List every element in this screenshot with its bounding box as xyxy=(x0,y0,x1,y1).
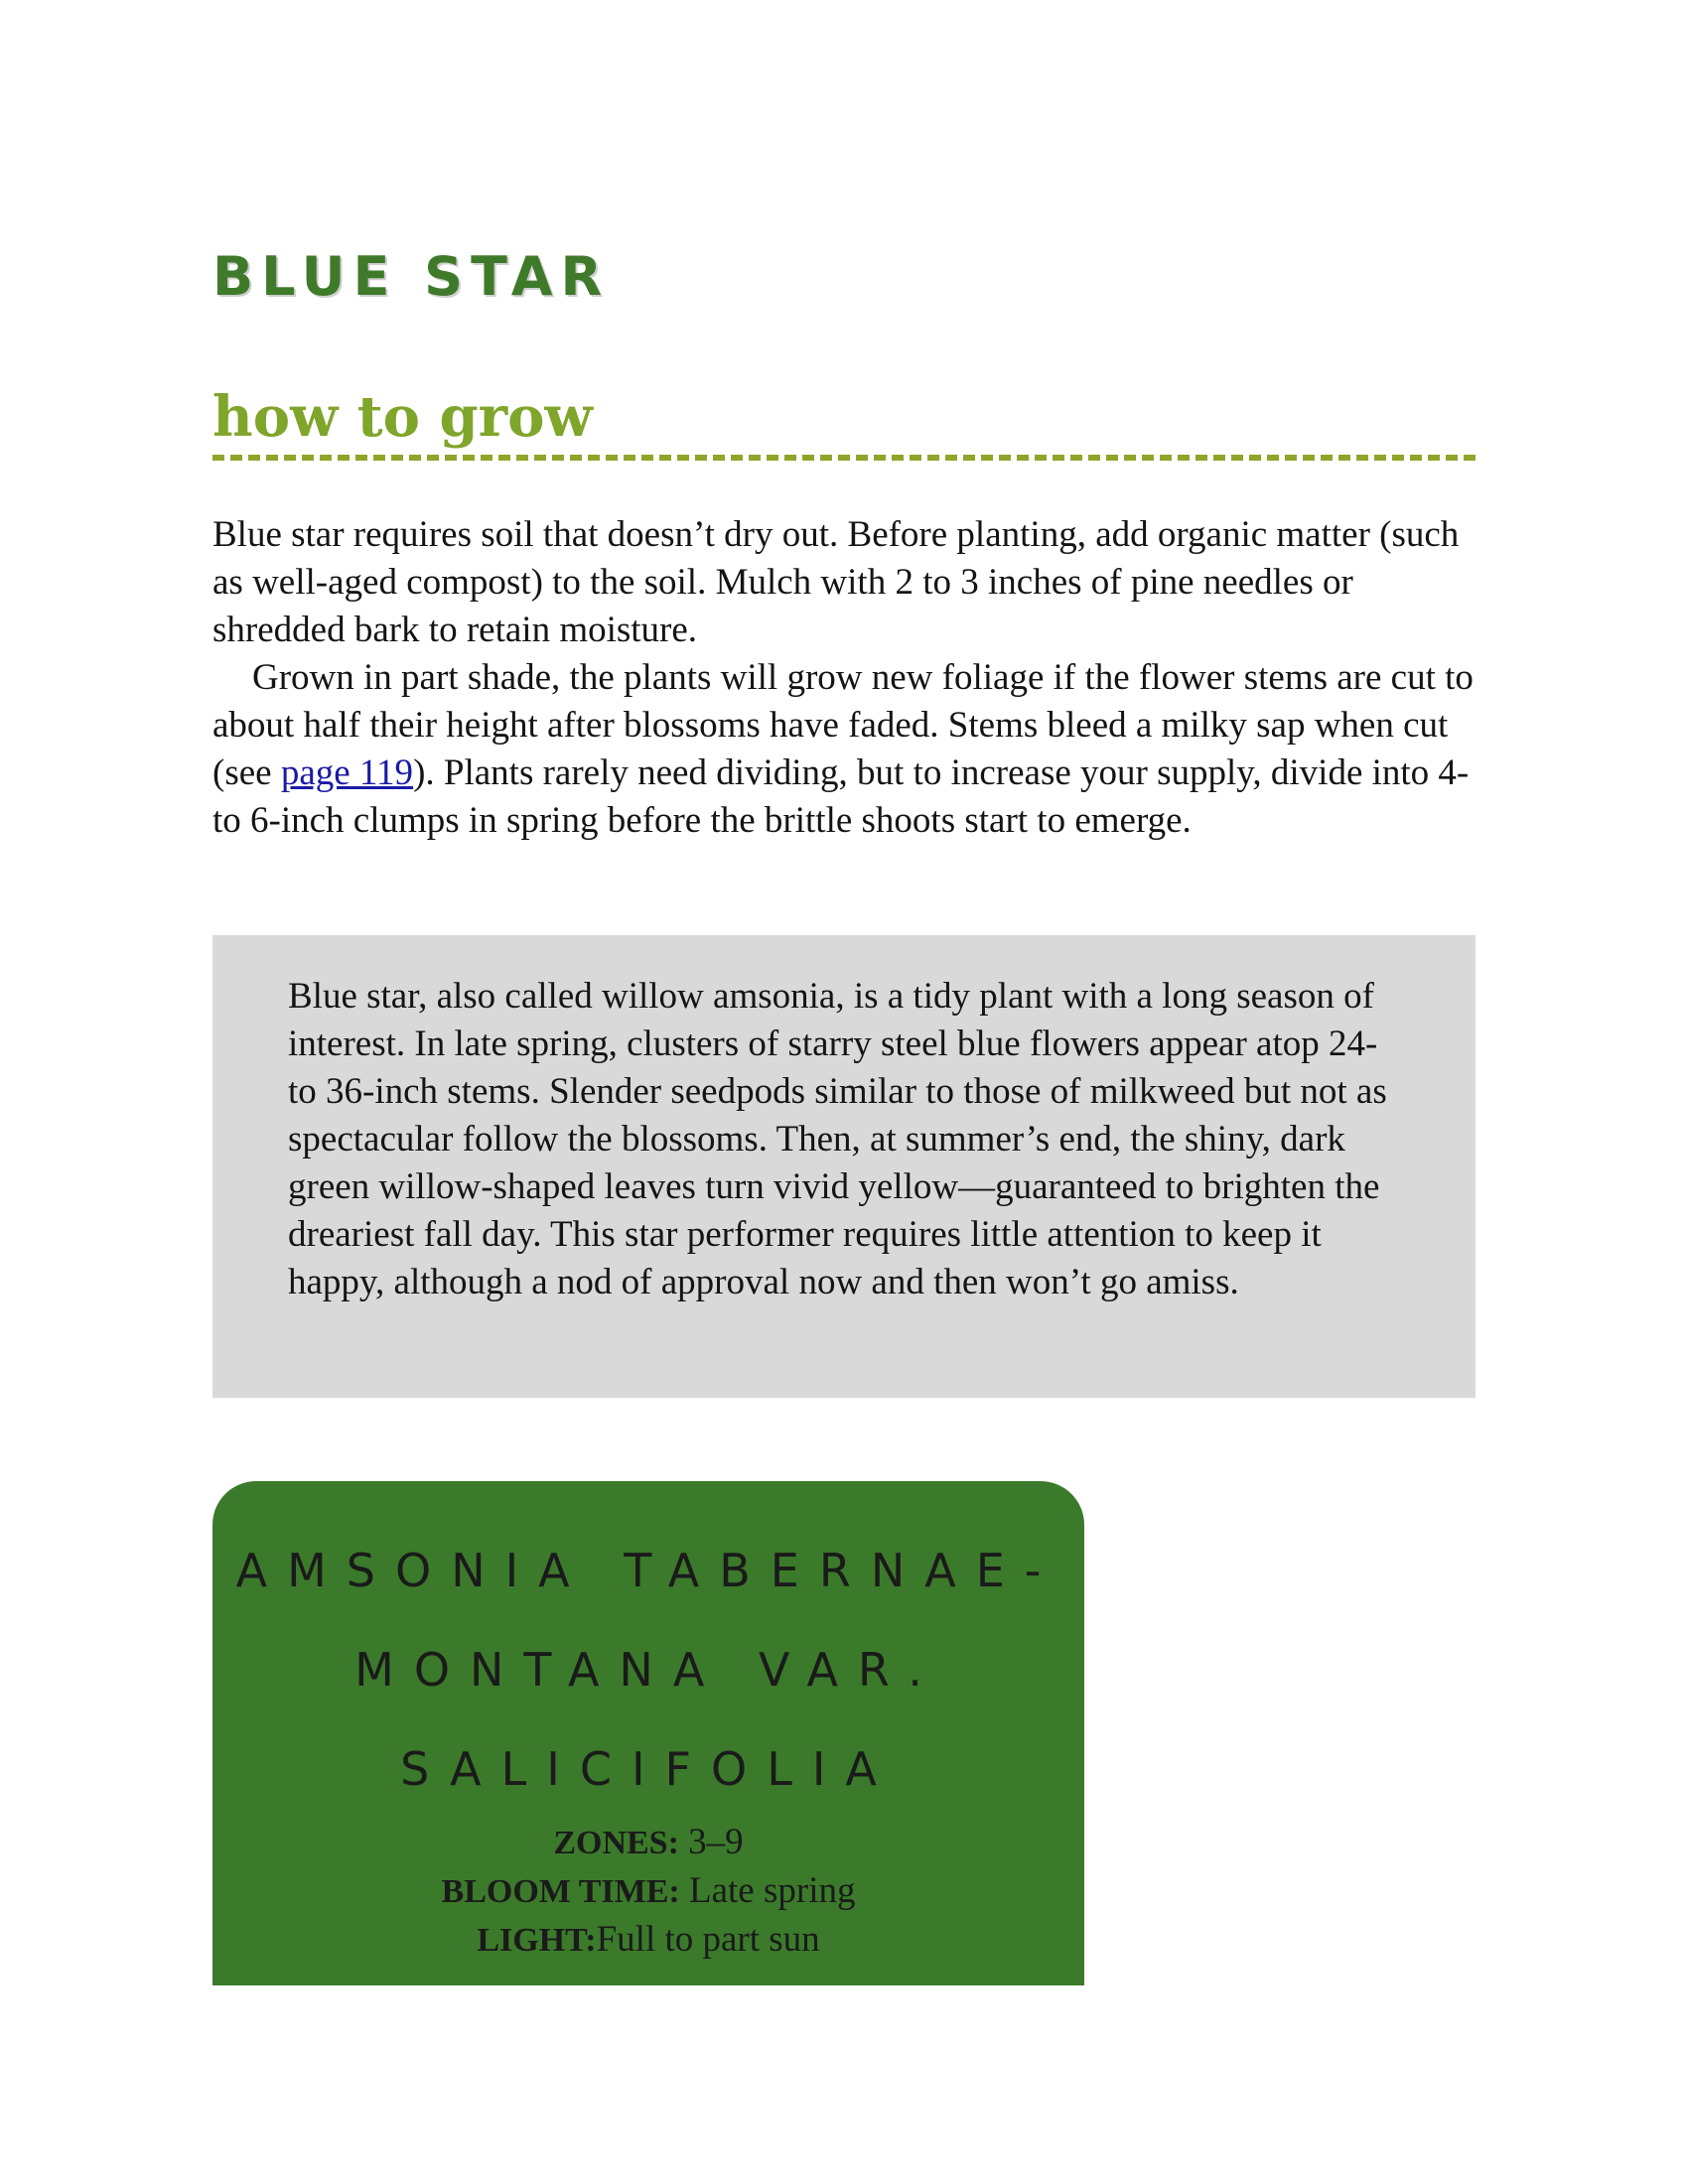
plant-info-card xyxy=(212,1481,1084,1985)
bloom-time-value: Late spring xyxy=(689,1870,856,1911)
section-heading: how to grow xyxy=(212,389,1476,461)
page-title: BLUE STAR xyxy=(212,245,611,308)
sidebar-text: Blue star, also called willow amsonia, is a tidy plant with a long season of interest. In late spring, clusters of starry steel blue flowers appear atop 24- to 36-inch stems. Slender seedpods similar to those of milkweed but not as spectacular follow the blossoms. Then, at summer’s end, the shiny, dark green willow-shaped leaves turn vivid yellow—guaranteed to brighten the dreariest fall day. This star performer requires little attention to keep it happy, although a nod of approval now and then won’t go amiss. xyxy=(288,976,1387,1302)
bloom-time-row xyxy=(212,1867,1084,1916)
botanical-name-line-3: SALICIFOLIA xyxy=(400,1742,897,1796)
light-value: Full to part sun xyxy=(596,1919,820,1960)
zones-value: 3–9 xyxy=(688,1822,744,1862)
light-label: LIGHT: xyxy=(477,1922,597,1959)
paragraph-2 xyxy=(212,654,1483,845)
paragraph-2-text-start: Grown in part shade, the plants will grow new foliage if the flower stems are cut to about half their height after blossoms have faded. Stems bleed a milky sap when cut (see xyxy=(212,657,1474,793)
paragraph-2-text-end: ). Plants rarely need dividing, but to increase your supply, divide into 4- to 6-inch clumps in spring before the brittle shoots start to emerge. xyxy=(212,752,1470,841)
zones-label: ZONES: xyxy=(553,1825,679,1861)
zones-row xyxy=(212,1819,1084,1867)
light-row xyxy=(212,1916,1084,1965)
sidebar-box xyxy=(212,935,1476,1398)
page-reference-link[interactable]: page 119 xyxy=(280,752,414,793)
body-text xyxy=(212,511,1483,845)
botanical-name xyxy=(212,1521,1084,1819)
plant-facts xyxy=(212,1819,1084,1965)
botanical-name-line-2: MONTANA VAR. xyxy=(354,1643,942,1697)
paragraph-1: Blue star requires soil that doesn’t dry out. Before planting, add organic matter (such as well-aged compost) to the soil. Mulch with 2 to 3 inches of pine needles or shredded bark to retain moisture. xyxy=(212,514,1460,650)
botanical-name-line-1: AMSONIA TABERNAE- xyxy=(235,1544,1061,1597)
bloom-time-label: BLOOM TIME: xyxy=(441,1873,680,1910)
